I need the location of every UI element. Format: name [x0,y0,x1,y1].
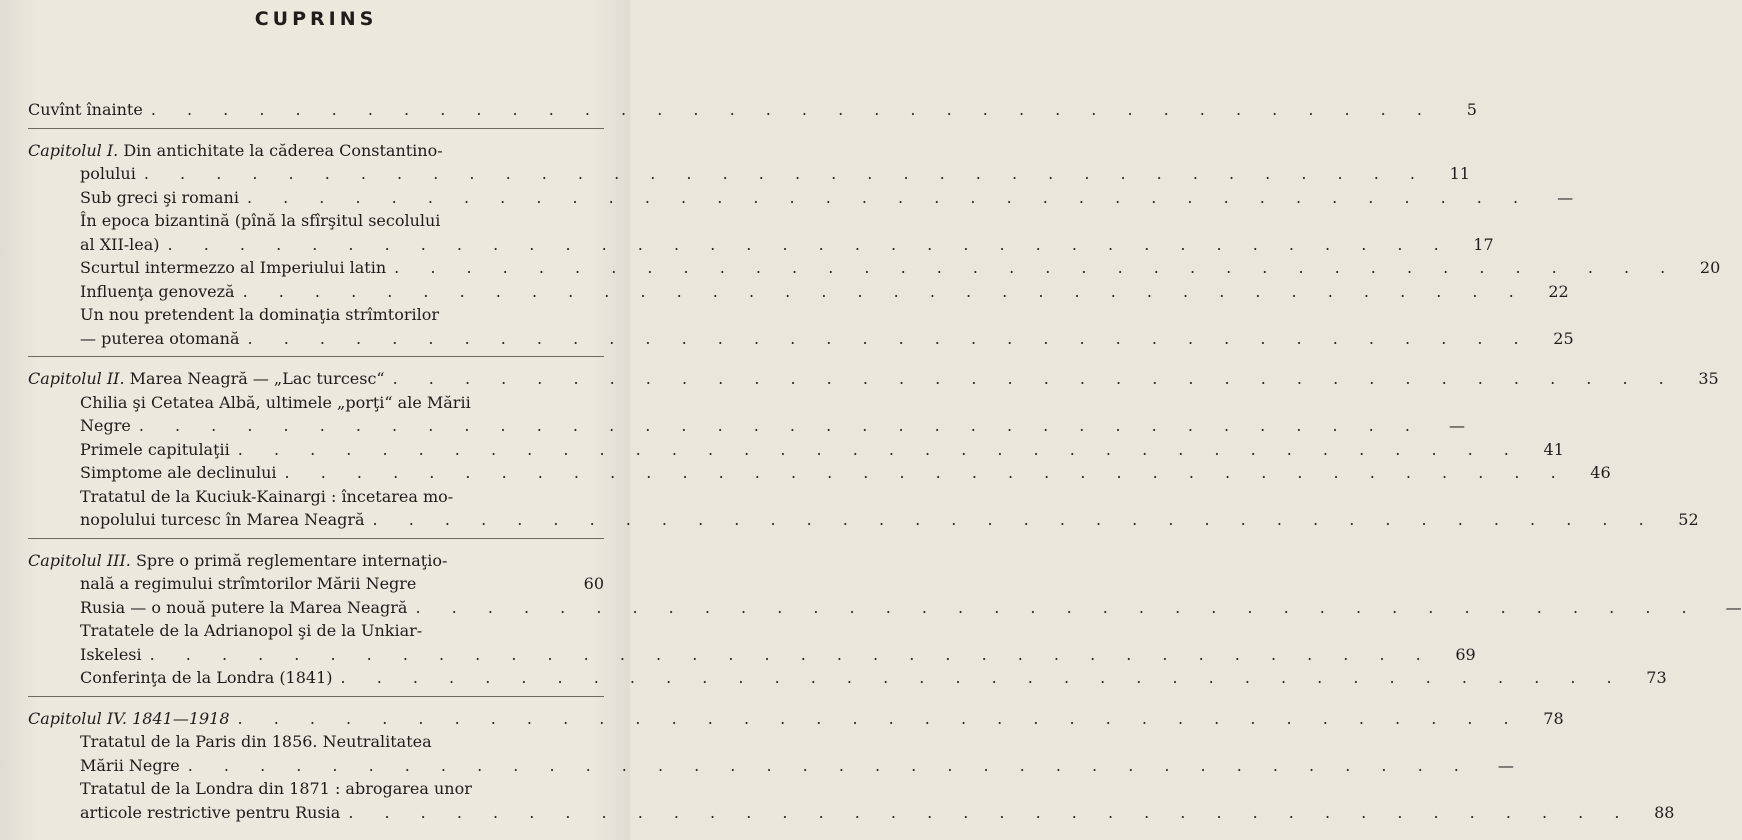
chapter-title-line: Din antichitate la căderea Constantino- [123,140,443,160]
page-number: 17 [1473,234,1494,254]
dot-leader [247,186,1531,210]
page-number: — [1557,187,1574,207]
dot-leader [415,596,1699,620]
chapter-label: Capitolul I. [28,140,119,160]
toc-entry [28,391,1465,438]
chapter-heading [28,139,443,163]
page-number: 41 [1543,439,1564,459]
page-number: 11 [1449,164,1470,183]
toc-entry-text: Mării Negre [80,755,180,775]
page-number: 35 [1698,369,1719,388]
chapter-label: Capitolul III. [28,550,131,570]
toc-chapter-1 [28,139,1470,186]
chapter-heading [28,707,230,731]
toc-entry [28,186,1574,210]
toc-entry [28,485,1699,532]
toc-entry-text: Tratatul de la Kuciuk-Kainargi : încetarea mo- [80,486,454,506]
toc-entry-text: Primele capitulaţii [80,439,230,459]
toc-entry-text: Negre [80,416,131,435]
page-number: 25 [1553,328,1574,348]
dot-leader [243,280,1527,304]
toc-entry-text: al XII-lea) [80,234,160,254]
page-number: 88 [1654,802,1675,822]
toc-entry-text: Simptome ale declinului [80,463,277,482]
toc-entry-text: Tratatele de la Adrianopol şi de la Unkiar- [80,621,423,640]
page-number: 69 [1455,644,1476,664]
toc-chapter-2 [28,367,1719,391]
toc-entry [28,209,1494,256]
toc-entry-text: Sub greci şi romani [80,187,239,207]
toc-entry [28,777,1675,824]
dot-leader [168,233,1452,257]
dot-leader [348,801,1632,825]
page-number: 78 [1543,708,1564,728]
toc-entry [28,619,1476,666]
dot-leader [151,98,1435,122]
page-number: — [1725,597,1742,617]
section-divider [28,538,604,539]
dot-leader [150,643,1434,667]
dot-leader [285,461,1569,485]
page-number: 73 [1646,668,1667,687]
dot-leader [139,414,1423,438]
dot-leader [394,256,1678,280]
toc-entry-text: articole restrictive pentru Rusia [80,802,341,822]
page-number: 46 [1590,463,1611,482]
chapter-heading [28,367,385,391]
toc-entry [28,730,1514,777]
chapter-label: Capitolul II. [28,369,125,388]
chapter-title-line: nală a regimului strîmtorilor Mării Negre [80,574,417,593]
section-divider [28,696,604,697]
toc-chapter-3 [28,549,604,596]
toc-chapter-4 [28,707,1564,731]
chapter-title-line: 1841—1918 [132,708,230,728]
toc-entry-text: Tratatul de la Londra din 1871 : abrogarea unor [80,779,472,798]
toc-entry [28,256,1721,280]
dot-leader [238,438,1522,462]
chapter-title-line: Spre o primă reglementare internaţio- [135,550,448,570]
dot-leader [373,508,1657,532]
page-number: 22 [1548,281,1569,301]
toc-entry-text: Un nou pretendent la dominaţia strîmtorilor [80,305,440,324]
section-divider [28,356,604,357]
chapter-title-line: Marea Neagră — „Lac turcesc“ [129,369,385,388]
toc-entry [28,461,1611,485]
dot-leader [144,162,1428,186]
toc-entry-text: Chilia şi Cetatea Albă, ultimele „porţi“ ale Mării [80,392,471,412]
chapter-label: Capitolul IV. [28,708,127,728]
page-number: 52 [1678,510,1699,529]
toc-entry-text: Rusia — o nouă putere la Marea Neagră [80,597,408,617]
toc-entry-text: nopolului turcesc în Marea Neagră [80,510,365,529]
toc-entry [28,438,1564,462]
chapter-heading [28,549,447,573]
page-number: — [1448,416,1465,435]
page-number: — [1497,755,1514,775]
dot-leader [248,327,1532,351]
toc-entry [28,303,1574,350]
section-divider [28,128,604,129]
toc-entry-text: Tratatul de la Paris din 1856. Neutralitatea [80,732,432,751]
toc-entry-text: Scurtul intermezzo al Imperiului latin [80,258,387,277]
toc-entry-intro [28,98,1477,122]
toc-entry [28,666,1667,690]
dot-leader [188,754,1472,778]
toc-entry [28,280,1569,304]
page-number: 20 [1699,258,1721,277]
toc-entry-text: — puterea otomană [80,328,240,348]
page-title: CUPRINS [254,8,378,30]
toc-entry-text: Iskelesi [80,644,142,664]
toc-entry [28,596,1742,620]
chapter-title-line: polului [80,164,136,183]
dot-leader [238,707,1522,731]
toc-entry-text: Conferinţa de la Londra (1841) [80,668,333,687]
toc-entry-text: În epoca bizantină (pînă la sfîrşitul secolului [80,211,441,230]
page-number: 5 [1466,100,1477,119]
table-of-contents [28,98,1742,824]
toc-entry-text: Influenţa genoveză [80,281,235,301]
dot-leader [341,666,1625,690]
dot-leader [393,367,1677,391]
toc-entry-text: Cuvînt înainte [28,100,143,119]
page-number: 60 [583,574,604,593]
